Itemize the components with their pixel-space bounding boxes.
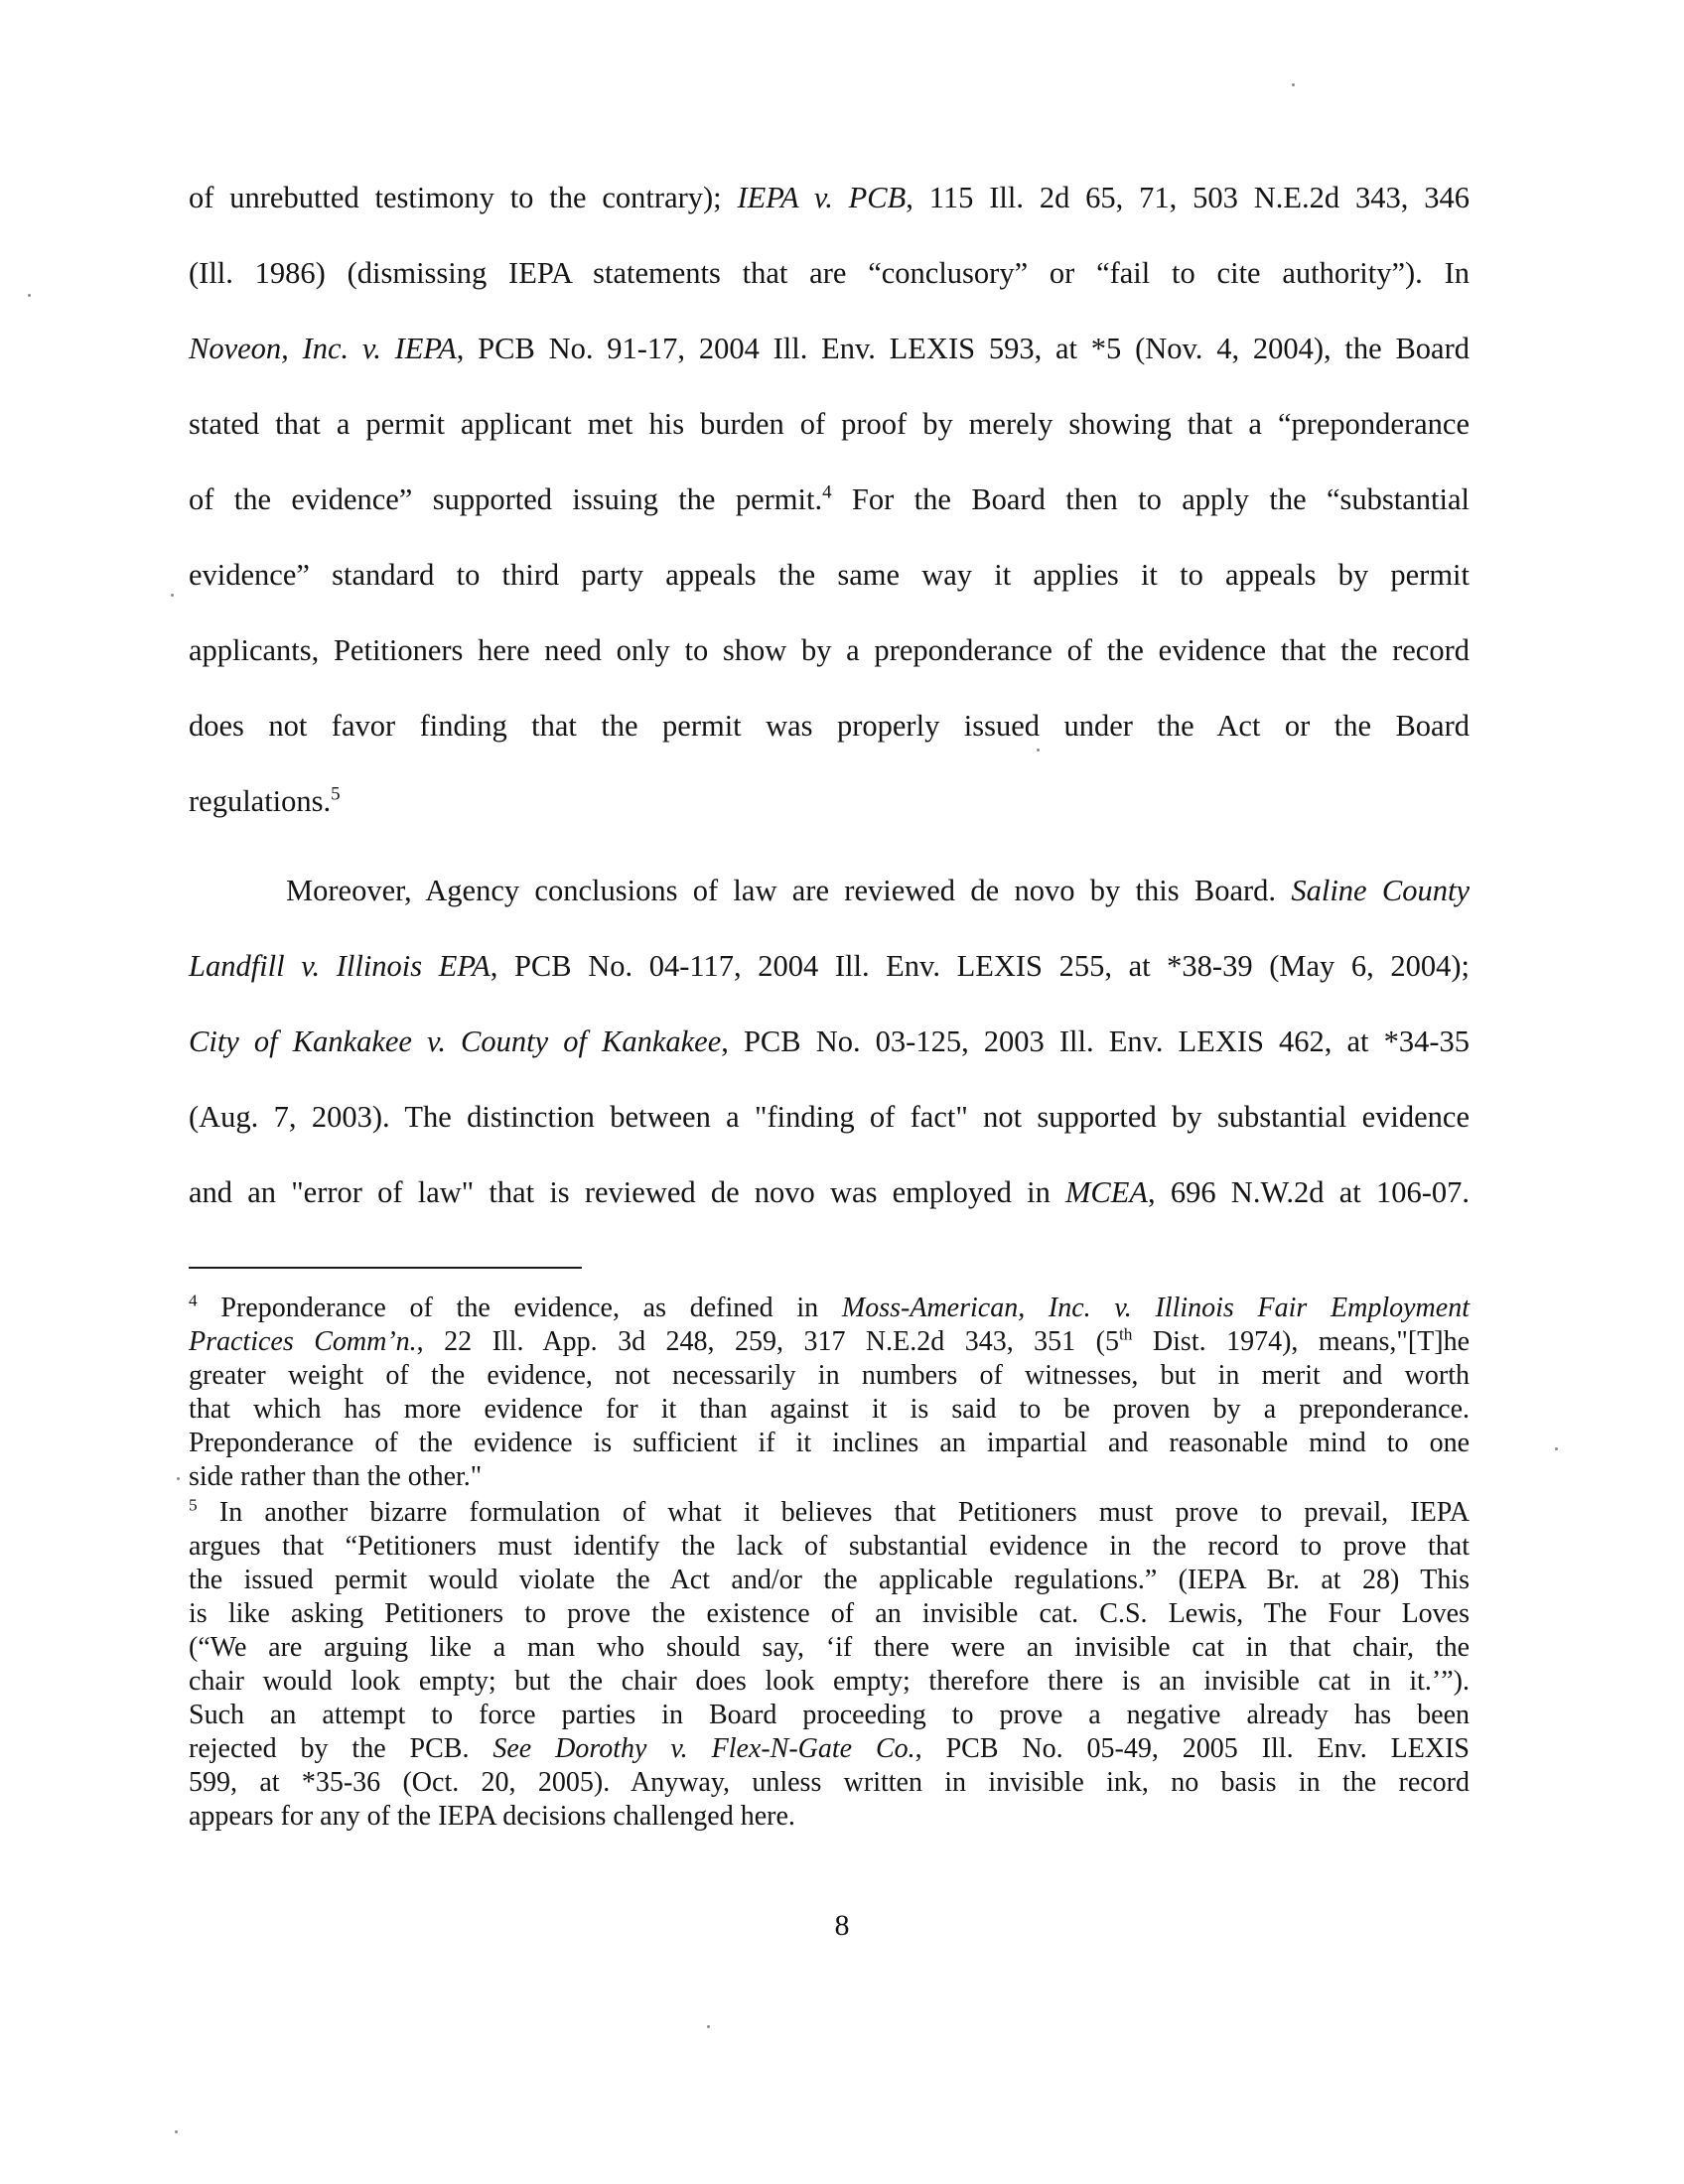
text-run: , PCB No. 91-17, 2004 Ill. Env. LEXIS 593, at *5 (Nov. 4, 2004), the Board [456, 332, 1470, 365]
body-text-line [189, 706, 1470, 746]
text-run: (Ill. 1986) (dismissing IEPA statements that are “conclusory” or “fail to cite authority”). In [189, 256, 1470, 290]
footnote-line: greater weight of the evidence, not necessarily in numbers of witnesses, but in merit and worth [189, 1360, 1470, 1391]
footnote-line: chair would look empty; but the chair does look empty; therefore there is an invisible cat in it.’”). [189, 1666, 1470, 1697]
body-text-line [189, 1022, 1470, 1061]
scan-speck [1555, 1447, 1558, 1450]
ordinal-suffix: th [1118, 1324, 1133, 1344]
text-run: applicants, Petitioners here need only to show by a preponderance of the evidence that the record [189, 633, 1470, 667]
footnote-line: (“We are arguing like a man who should say, ‘if there were an invisible cat in that chair, the [189, 1632, 1470, 1663]
body-text-line [189, 178, 1470, 217]
body-text-line [189, 253, 1470, 293]
body-text-line [189, 404, 1470, 444]
scan-speck [175, 2130, 178, 2133]
footnote-number: 4 [189, 1291, 198, 1310]
footnote-line: that which has more evidence for it than against it is said to be proven by a preponderance. [189, 1394, 1470, 1425]
scan-speck [28, 294, 31, 297]
text-run: Dist. 1974), means,"[T]he [1132, 1326, 1470, 1357]
text-run: of the evidence” supported issuing the permit. [189, 482, 823, 516]
footnote-reference: 5 [331, 783, 341, 805]
text-run: evidence” standard to third party appeals the same way it applies it to appeals by permit [189, 558, 1470, 592]
text-run: Moreover, Agency conclusions of law are reviewed de novo by this Board. [286, 874, 1292, 907]
footnote-line: 599, at *35-36 (Oct. 20, 2005). Anyway, unless written in invisible ink, no basis in the record [189, 1767, 1470, 1798]
text-run: For the Board then to apply the “substantial [831, 482, 1471, 516]
body-text-line [189, 946, 1470, 986]
text-run: , 22 Ill. App. 3d 248, 259, 317 N.E.2d 343, 351 (5 [416, 1326, 1119, 1357]
text-run: of unrebutted testimony to the contrary); [189, 181, 738, 214]
footnote-line [189, 1732, 1470, 1766]
scan-speck [1292, 83, 1295, 86]
footnote-line [189, 1292, 1470, 1325]
body-text-line [189, 1172, 1470, 1212]
text-run: does not favor finding that the permit was properly issued under the Act or the Board [189, 709, 1470, 743]
scan-speck [707, 2025, 710, 2028]
body-text-line [286, 871, 1470, 910]
body-text-line [189, 781, 1470, 821]
text-run: , PCB No. 05-49, 2005 Ill. Env. LEXIS [914, 1733, 1470, 1764]
case-citation: MCEA [1065, 1175, 1149, 1209]
case-citation: Saline County [1291, 874, 1470, 907]
footnote-line: side rather than the other." [189, 1461, 483, 1492]
text-run: , 696 N.W.2d at 106-07. [1148, 1175, 1470, 1209]
text-run: Preponderance of the evidence, as defined in [197, 1293, 842, 1323]
case-citation: See Dorothy v. Flex-N-Gate Co. [492, 1733, 915, 1764]
text-run: , 115 Ill. 2d 65, 71, 503 N.E.2d 343, 346 [906, 181, 1470, 214]
footnote-reference: 4 [822, 481, 832, 503]
scan-speck [171, 594, 174, 597]
body-text-line [189, 479, 1470, 519]
footnote-line: argues that “Petitioners must identify the lack of substantial evidence in the record to prove that [189, 1531, 1470, 1562]
text-run: (Aug. 7, 2003). The distinction between a "finding of fact" not supported by substantial evidence [189, 1100, 1470, 1134]
case-citation: City of Kankakee v. County of Kankakee [189, 1024, 722, 1058]
case-citation: IEPA v. PCB [737, 181, 907, 214]
footnote-number: 5 [189, 1495, 198, 1515]
footnote-line [189, 1325, 1470, 1359]
footnote-line: the issued permit would violate the Act and/or the applicable regulations.” (IEPA Br. at 28) This [189, 1565, 1470, 1595]
footnote-line: Preponderance of the evidence is sufficient if it inclines an impartial and reasonable mind to one [189, 1428, 1470, 1458]
text-run: , PCB No. 04-117, 2004 Ill. Env. LEXIS 255, at *38-39 (May 6, 2004); [490, 949, 1470, 983]
text-run: stated that a permit applicant met his burden of proof by merely showing that a “preponderance [189, 407, 1470, 441]
footnote-line: is like asking Petitioners to prove the existence of an invisible cat. C.S. Lewis, The Four Loves [189, 1598, 1470, 1629]
case-citation: Moss-American, Inc. v. Illinois Fair Employment [841, 1293, 1470, 1323]
footnote-line: Such an attempt to force parties in Board proceeding to prove a negative already has been [189, 1700, 1470, 1730]
footnote-separator [189, 1267, 582, 1269]
body-text-line [189, 555, 1470, 595]
page-number: 8 [834, 1909, 850, 1942]
text-run: In another bizarre formulation of what it believes that Petitioners must prove to prevail, IEPA [197, 1497, 1470, 1528]
text-run: rejected by the PCB. [189, 1733, 493, 1764]
text-run: , PCB No. 03-125, 2003 Ill. Env. LEXIS 462, at *34-35 [721, 1024, 1470, 1058]
scan-speck [177, 1477, 180, 1480]
case-citation: Practices Comm’n. [189, 1326, 417, 1357]
scan-speck [1037, 749, 1040, 751]
footnote-line [189, 1496, 1470, 1530]
body-text-line [189, 1097, 1470, 1137]
footnote-line: appears for any of the IEPA decisions challenged here. [189, 1801, 795, 1832]
text-run: regulations. [189, 784, 332, 818]
text-run: and an "error of law" that is reviewed de novo was employed in [189, 1175, 1066, 1209]
case-citation: Noveon, Inc. v. IEPA [189, 332, 457, 365]
case-citation: Landfill v. Illinois EPA [189, 949, 491, 983]
body-text-line [189, 329, 1470, 368]
body-text-line [189, 630, 1470, 670]
